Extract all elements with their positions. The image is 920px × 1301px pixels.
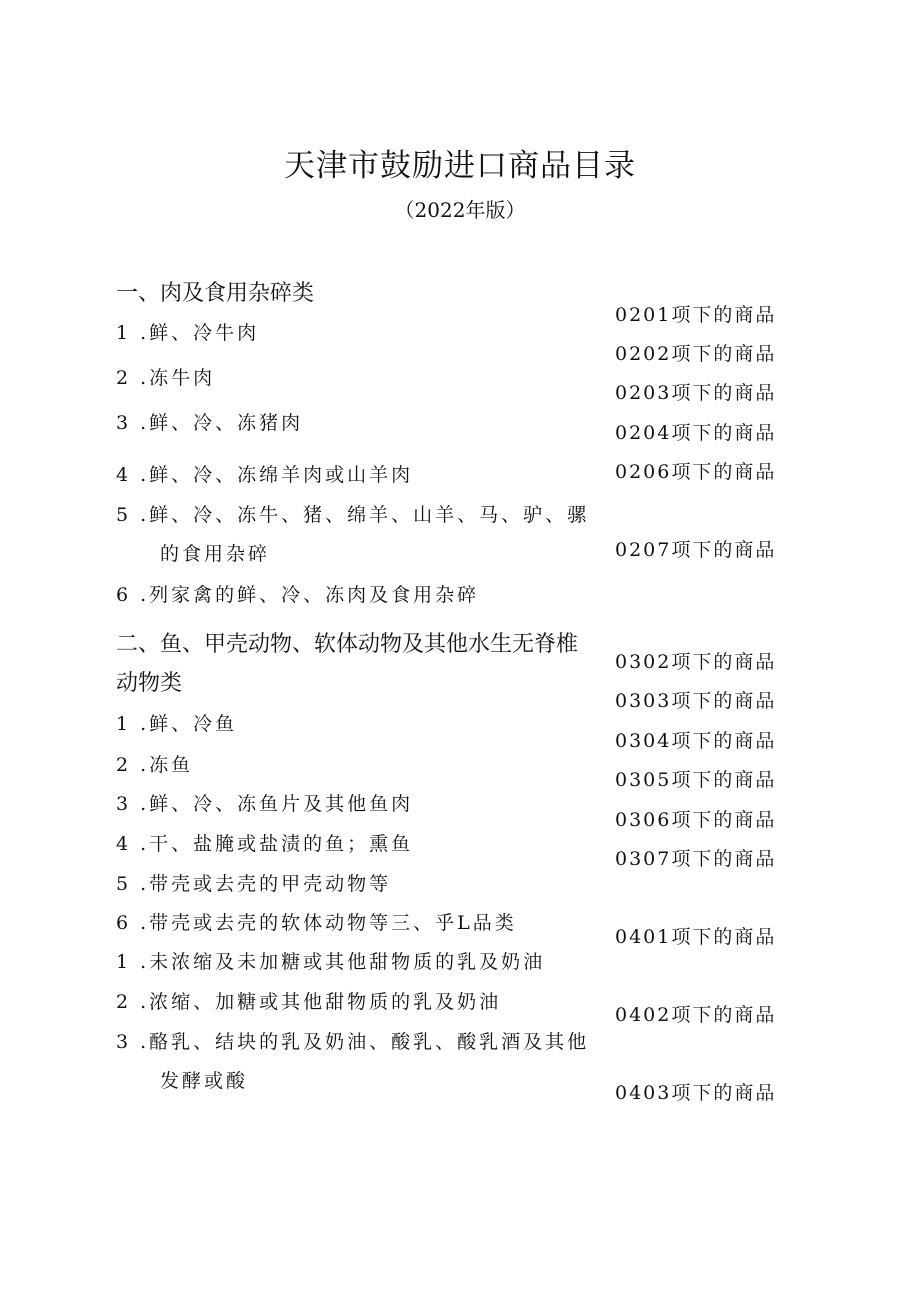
hs-code-0302: 0302项下的商品	[615, 651, 777, 673]
list-item: 2 .冻牛肉	[116, 367, 216, 389]
section-heading-meat: 一、肉及食用杂碎类	[116, 281, 315, 306]
hs-code-0202: 0202项下的商品	[615, 343, 777, 365]
hs-code-0203: 0203项下的商品	[615, 382, 777, 404]
list-item: 3 .酪乳、结块的乳及奶油、酸乳、酸乳酒及其他	[116, 1031, 590, 1053]
hs-code-0402: 0402项下的商品	[615, 1004, 777, 1026]
hs-code-0206: 0206项下的商品	[615, 461, 777, 483]
hs-code-0207: 0207项下的商品	[615, 539, 777, 561]
list-item: 1 .未浓缩及未加糖或其他甜物质的乳及奶油	[116, 951, 546, 973]
hs-code-0307: 0307项下的商品	[615, 848, 777, 870]
list-item: 4 .干、盐腌或盐渍的鱼；熏鱼	[116, 833, 414, 855]
list-item: 2 .冻鱼	[116, 754, 194, 776]
list-item: 1 .鲜、冷鱼	[116, 713, 238, 735]
hs-code-0303: 0303项下的商品	[615, 690, 777, 712]
list-item: 1 .鲜、冷牛肉	[116, 322, 260, 344]
hs-code-0305: 0305项下的商品	[615, 769, 777, 791]
list-item: 6 .列家禽的鲜、冷、冻肉及食用杂碎	[116, 584, 480, 606]
hs-code-0306: 0306项下的商品	[615, 809, 777, 831]
list-item: 4 .鲜、冷、冻绵羊肉或山羊肉	[116, 464, 414, 486]
list-item: 2 .浓缩、加糖或其他甜物质的乳及奶油	[116, 991, 502, 1013]
hs-code-0403: 0403项下的商品	[615, 1082, 777, 1104]
list-item: 5 .带壳或去壳的甲壳动物等	[116, 873, 392, 895]
list-item: 3 .鲜、冷、冻鱼片及其他鱼肉	[116, 793, 414, 815]
list-item-continuation: 的食用杂碎	[160, 543, 271, 565]
hs-code-0401: 0401项下的商品	[615, 926, 777, 948]
list-item: 3 .鲜、冷、冻猪肉	[116, 412, 304, 434]
list-item-continuation: 发酵或酸	[160, 1070, 249, 1092]
list-item: 6 .带壳或去壳的软体动物等三、乎L品类	[116, 912, 517, 934]
hs-code-0204: 0204项下的商品	[615, 422, 777, 444]
document-title: 天津市鼓励进口商品目录	[284, 148, 636, 184]
section-heading-fish: 二、鱼、甲壳动物、软体动物及其他水生无脊椎	[116, 632, 579, 657]
list-item: 5 .鲜、冷、冻牛、猪、绵羊、山羊、马、驴、骡	[116, 504, 590, 526]
hs-code-0201: 0201项下的商品	[615, 304, 777, 326]
section-heading-fish-continuation: 动物类	[116, 671, 183, 696]
hs-code-0304: 0304项下的商品	[615, 730, 777, 752]
document-subtitle: （2022年版）	[394, 198, 526, 222]
